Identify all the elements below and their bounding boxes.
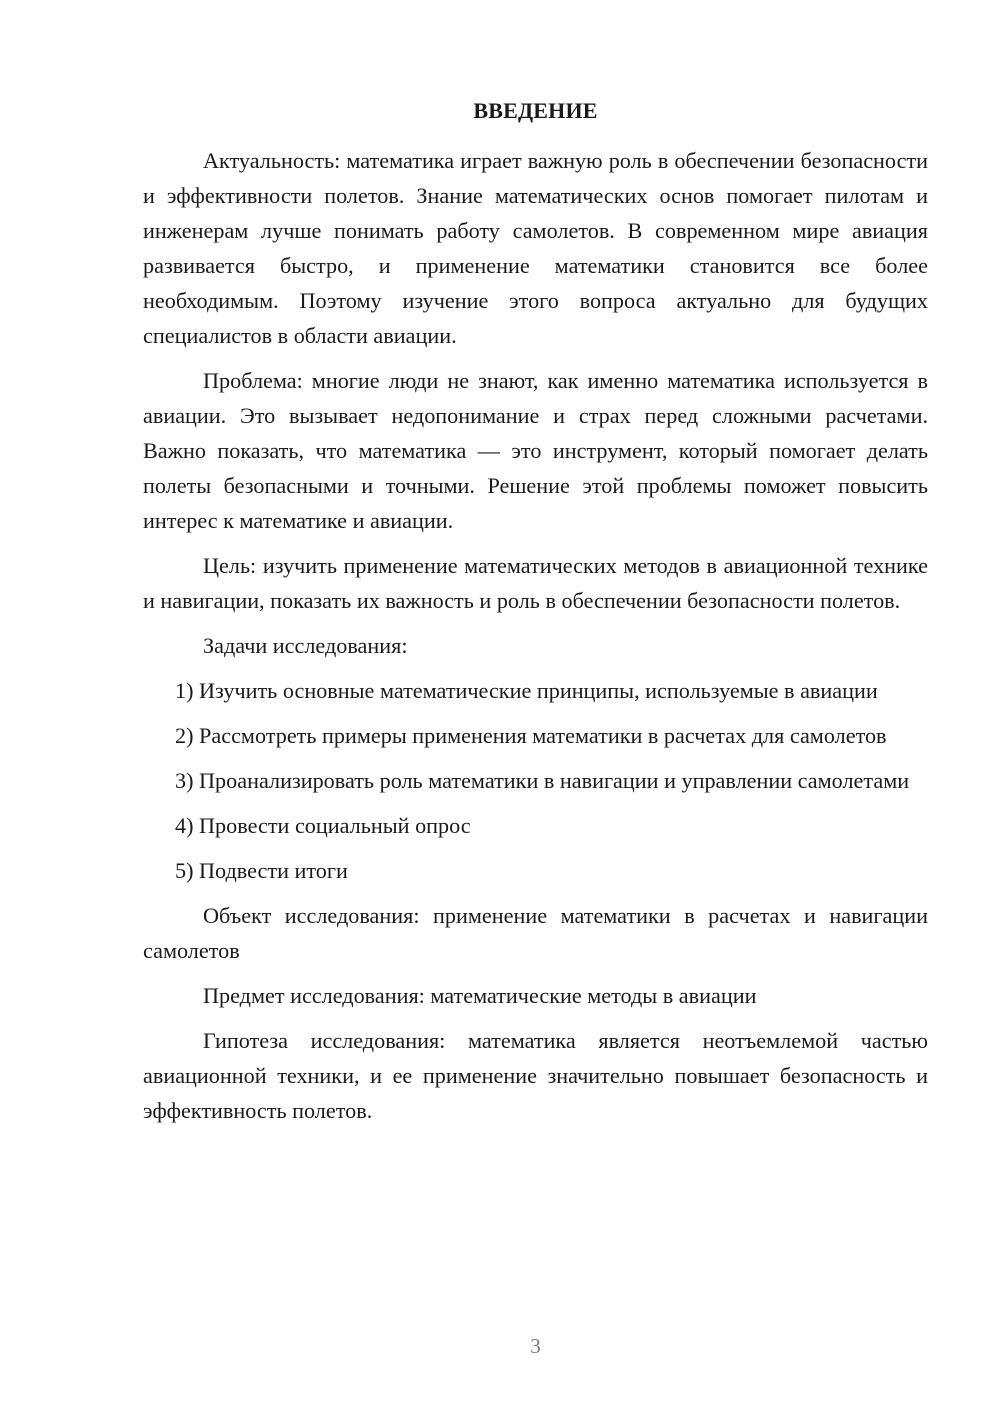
task-item: 1) Изучить основные математические принципы, используемые в авиации — [175, 678, 878, 703]
task-item: 3) Проанализировать роль математики в навигации и управлении самолетами — [175, 768, 910, 793]
page-title: ВВЕДЕНИЕ — [473, 98, 598, 123]
subject-paragraph: Предмет исследования: математические методы в авиации — [203, 983, 757, 1008]
object-paragraph: Объект исследования: применение математики в расчетах и навигации самолетов — [143, 903, 928, 963]
tasks-heading: Задачи исследования: — [203, 633, 408, 658]
relevance-paragraph: Актуальность: математика играет важную роль в обеспечении безопасности и эффективности полетов. Знание математических основ помогает пилотам и инженерам лучше понимать работу самолетов. В современном мире авиация развивается быстро, и применение математики становится все более необходимым. Поэтому изучение этого вопроса актуально для будущих специалистов в области авиации. — [143, 148, 928, 348]
problem-paragraph: Проблема: многие люди не знают, как именно математика используется в авиации. Это вызывает недопонимание и страх перед сложными расчетами. Важно показать, что математика — это инструмент, который помогает делать полеты безопасными и точными. Решение этой проблемы поможет повысить интерес к математике и авиации. — [143, 368, 928, 533]
task-item: 5) Подвести итоги — [175, 858, 348, 883]
task-item: 2) Рассмотреть примеры применения математики в расчетах для самолетов — [175, 723, 887, 748]
goal-paragraph: Цель: изучить применение математических методов в авиационной технике и навигации, показать их важность и роль в обеспечении безопасности полетов. — [143, 553, 928, 613]
task-item: 4) Провести социальный опрос — [175, 813, 471, 838]
page-number: 3 — [530, 1334, 541, 1358]
document-page — [143, 0, 928, 1414]
document-body — [143, 143, 928, 1138]
hypothesis-paragraph: Гипотеза исследования: математика является неотъемлемой частью авиационной техники, и ее применение значительно повышает безопасность и эффективность полетов. — [143, 1028, 928, 1123]
